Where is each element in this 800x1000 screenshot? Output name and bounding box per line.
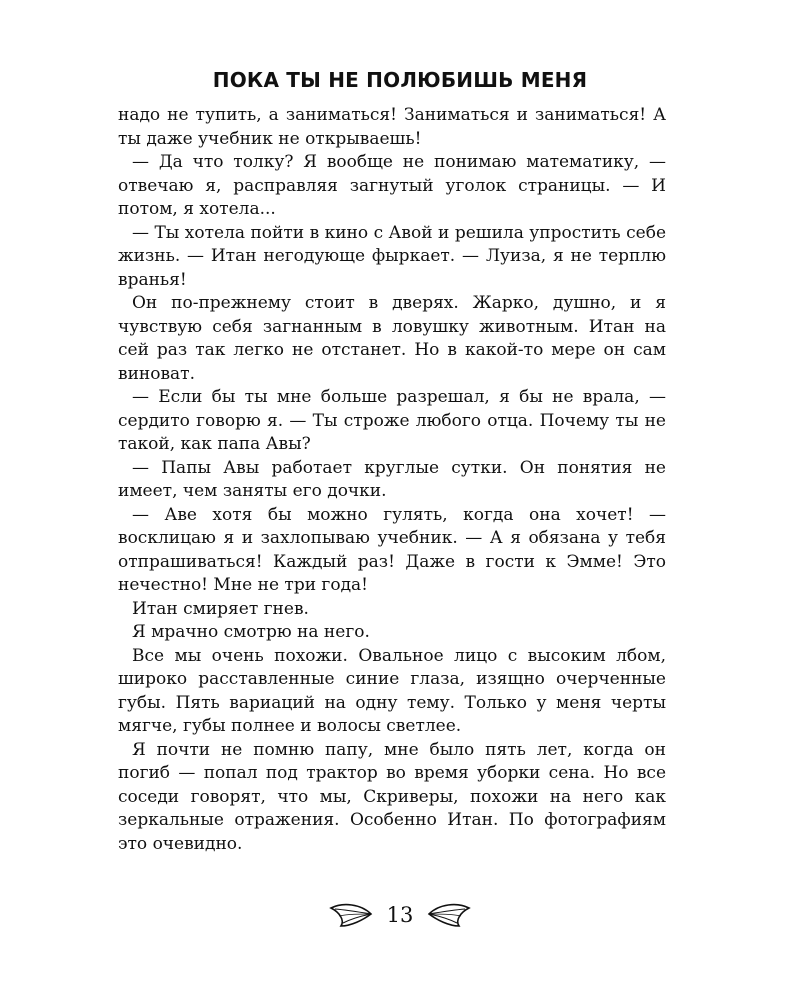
- paragraph: — Аве хотя бы можно гулять, когда она хочет! — восклицаю я и захлопываю учебник. — А я обязана у тебя отпрашиваться! Каждый раз! Даже в гости к Эмме! Это нечестно! Мне не три года!: [118, 504, 666, 595]
- paragraph: Итан смиряет гнев.: [132, 598, 309, 619]
- body-text: [118, 104, 666, 856]
- paragraph: Все мы очень похожи. Овальное лицо с высоким лбом, широко расставленные синие глаза, изящно очерченные губы. Пять вариаций на одну тему. Только у меня черты мягче, губы полнее и волосы светлее.: [118, 645, 666, 736]
- paragraph: — Ты хотела пойти в кино с Авой и решила упростить себе жизнь. — Итан негодующе фыркает. — Луиза, я не терплю вранья!: [118, 222, 666, 290]
- butterfly-wing-right-icon: [427, 900, 471, 930]
- page-footer: [0, 895, 800, 935]
- butterfly-wing-left-icon: [329, 900, 373, 930]
- page-number: 13: [386, 903, 414, 927]
- paragraph: Я почти не помню папу, мне было пять лет, когда он погиб — попал под трактор во время уборки сена. Но все соседи говорят, что мы, Скриверы, похожи на него как зеркальные отражения. Особенно Итан. По фотографиям это очевидно.: [118, 739, 666, 854]
- paragraph: Он по-прежнему стоит в дверях. Жарко, душно, и я чувствую себя загнанным в ловушку животным. Итан на сей раз так легко не отстанет. Но в какой-то мере он сам виноват.: [118, 293, 666, 384]
- paragraph: — Папы Авы работает круглые сутки. Он понятия не имеет, чем заняты его дочки.: [118, 457, 666, 501]
- running-header: ПОКА ТЫ НЕ ПОЛЮБИШЬ МЕНЯ: [212, 68, 588, 92]
- paragraph-continued: надо не тупить, а заниматься! Заниматься и заниматься! А ты даже учебник не открываешь!: [118, 105, 666, 149]
- paragraph: Я мрачно смотрю на него.: [132, 622, 370, 642]
- paragraph: — Если бы ты мне больше разрешал, я бы не врала, — сердито говорю я. — Ты строже любого отца. Почему ты не такой, как папа Авы?: [118, 387, 666, 454]
- paragraph: — Да что толку? Я вообще не понимаю математику, — отвечаю я, расправляя загнутый уголок страницы. — И потом, я хотела...: [118, 152, 666, 219]
